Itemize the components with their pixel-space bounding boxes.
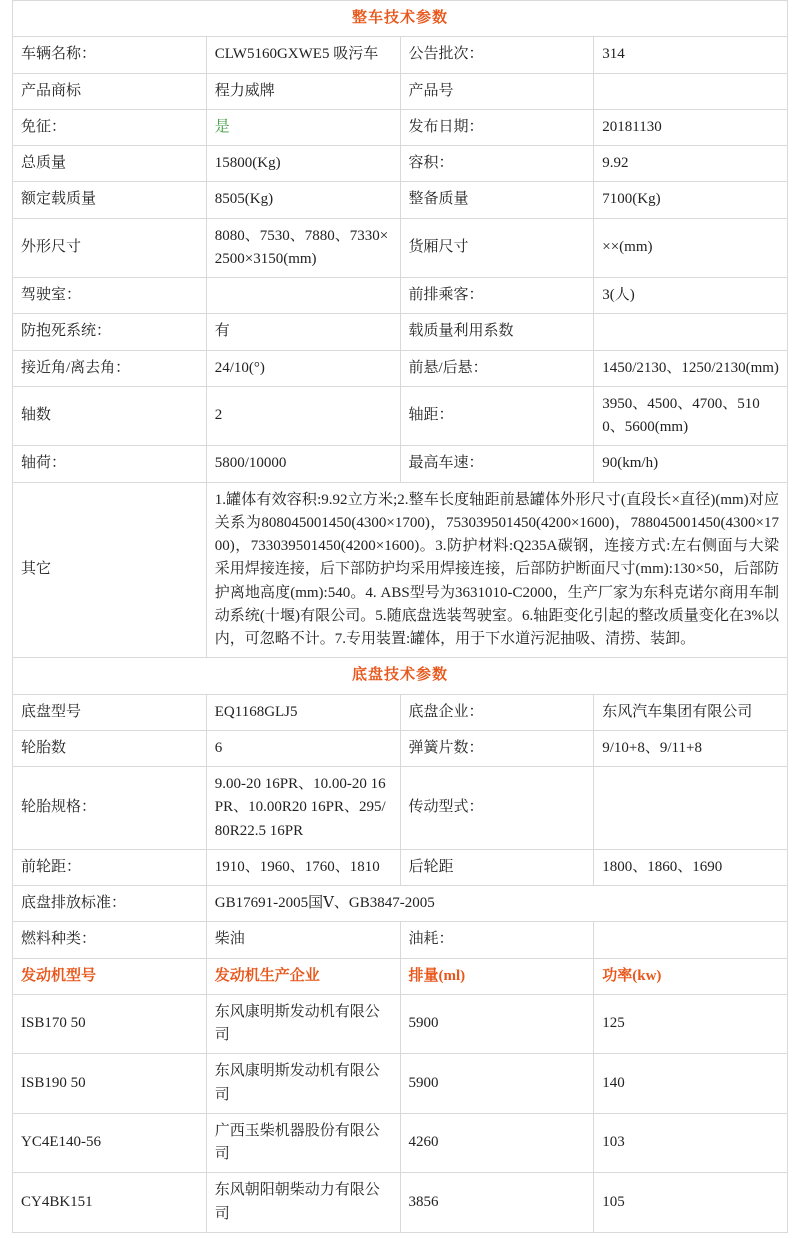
row-label-axle-count: 轴数: [13, 386, 207, 446]
row-label-dimensions: 外形尺寸: [13, 218, 207, 278]
row-label-release-date: 发布日期：: [400, 109, 594, 145]
row-value-rear-track: 1800、1860、1690: [594, 849, 788, 885]
row-value-chassis-company: 东风汽车集团有限公司: [594, 694, 788, 730]
engine-power: 103: [594, 1113, 788, 1173]
row-value-axle-count: 2: [206, 386, 400, 446]
engine-header-row: [13, 958, 788, 994]
table-row: [13, 73, 788, 109]
engine-header-power: 功率(kw): [594, 958, 788, 994]
row-label-gross-mass: 总质量: [13, 146, 207, 182]
row-value-curb-mass: 7100(Kg): [594, 182, 788, 218]
row-label-rated-load: 额定载质量: [13, 182, 207, 218]
row-label-front-passengers: 前排乘客：: [400, 278, 594, 314]
row-value-axle-load: 5800/10000: [206, 446, 400, 482]
table-row: [13, 446, 788, 482]
engine-displacement: 3856: [400, 1173, 594, 1233]
row-value-vehicle-name: CLW5160GXWE5 吸污车: [206, 37, 400, 73]
row-value-cab: [206, 278, 400, 314]
chassis-section-title-row: [13, 658, 788, 694]
row-value-spring-leaves: 9/10+8、9/11+8: [594, 730, 788, 766]
table-row: [13, 182, 788, 218]
row-value-tax-exempt: 是: [206, 109, 400, 145]
engine-displacement: 4260: [400, 1113, 594, 1173]
row-value-tire-spec: 9.00-20 16PR、10.00-20 16PR、10.00R20 16PR、295/80R22.5 16PR: [206, 767, 400, 850]
row-value-product-no: [594, 73, 788, 109]
row-label-overhang: 前悬/后悬：: [400, 350, 594, 386]
row-value-brand: 程力威牌: [206, 73, 400, 109]
engine-model: CY4BK151: [13, 1173, 207, 1233]
table-row: [13, 386, 788, 446]
row-label-max-speed: 最高车速：: [400, 446, 594, 482]
engine-model: ISB170 50: [13, 994, 207, 1054]
row-label-volume: 容积：: [400, 146, 594, 182]
table-row: [13, 922, 788, 958]
row-label-drive-type: 传动型式：: [400, 767, 594, 850]
row-label-cab: 驾驶室：: [13, 278, 207, 314]
row-label-tax-exempt: 免征：: [13, 109, 207, 145]
row-label-wheelbase: 轴距：: [400, 386, 594, 446]
engine-header-maker: 发动机生产企业: [206, 958, 400, 994]
row-value-max-speed: 90(km/h): [594, 446, 788, 482]
vehicle-section-title-row: [13, 1, 788, 37]
row-value-gross-mass: 15800(Kg): [206, 146, 400, 182]
table-row: [13, 886, 788, 922]
row-value-abs: 有: [206, 314, 400, 350]
row-value-volume: 9.92: [594, 146, 788, 182]
row-label-tire-count: 轮胎数: [13, 730, 207, 766]
row-value-rated-load: 8505(Kg): [206, 182, 400, 218]
row-label-other: 其它: [13, 482, 207, 658]
row-label-tire-spec: 轮胎规格：: [13, 767, 207, 850]
vehicle-spec-table: [12, 0, 788, 1233]
engine-maker: 东风朝阳朝柴动力有限公司: [206, 1173, 400, 1233]
row-label-cargo-dimensions: 货厢尺寸: [400, 218, 594, 278]
row-label-approach-departure-angle: 接近角/离去角：: [13, 350, 207, 386]
row-label-emission-standard: 底盘排放标准：: [13, 886, 207, 922]
chassis-section-title: 底盘技术参数: [13, 658, 788, 694]
engine-power: 125: [594, 994, 788, 1054]
row-label-brand: 产品商标: [13, 73, 207, 109]
row-label-load-utilization: 载质量利用系数: [400, 314, 594, 350]
row-value-emission-standard: GB17691-2005国Ⅴ、GB3847-2005: [206, 886, 787, 922]
row-value-front-track: 1910、1960、1760、1810: [206, 849, 400, 885]
row-value-drive-type: [594, 767, 788, 850]
engine-maker: 东风康明斯发动机有限公司: [206, 994, 400, 1054]
vehicle-section-title: 整车技术参数: [13, 1, 788, 37]
row-value-chassis-model: EQ1168GLJ5: [206, 694, 400, 730]
table-row: [13, 314, 788, 350]
engine-displacement: 5900: [400, 994, 594, 1054]
row-label-vehicle-name: 车辆名称：: [13, 37, 207, 73]
engine-model: YC4E140-56: [13, 1113, 207, 1173]
table-row: [13, 146, 788, 182]
row-value-dimensions: 8080、7530、7880、7330×2500×3150(mm): [206, 218, 400, 278]
table-row: [13, 694, 788, 730]
table-row: [13, 109, 788, 145]
row-value-approach-departure-angle: 24/10(°): [206, 350, 400, 386]
table-row: [13, 1113, 788, 1173]
row-label-chassis-model: 底盘型号: [13, 694, 207, 730]
row-label-chassis-company: 底盘企业：: [400, 694, 594, 730]
engine-displacement: 5900: [400, 1054, 594, 1114]
table-row: [13, 994, 788, 1054]
row-value-wheelbase: 3950、4500、4700、5100、5600(mm): [594, 386, 788, 446]
engine-model: ISB190 50: [13, 1054, 207, 1114]
row-label-announcement-batch: 公告批次：: [400, 37, 594, 73]
row-value-fuel-type: 柴油: [206, 922, 400, 958]
engine-power: 105: [594, 1173, 788, 1233]
row-value-load-utilization: [594, 314, 788, 350]
table-row: [13, 767, 788, 850]
row-label-spring-leaves: 弹簧片数：: [400, 730, 594, 766]
table-row: [13, 1054, 788, 1114]
table-row: [13, 1173, 788, 1233]
table-row: [13, 278, 788, 314]
row-value-cargo-dimensions: ××(mm): [594, 218, 788, 278]
row-label-rear-track: 后轮距: [400, 849, 594, 885]
row-value-front-passengers: 3(人): [594, 278, 788, 314]
row-label-axle-load: 轴荷：: [13, 446, 207, 482]
table-row: [13, 730, 788, 766]
row-value-overhang: 1450/2130、1250/2130(mm): [594, 350, 788, 386]
table-row: [13, 218, 788, 278]
engine-maker: 东风康明斯发动机有限公司: [206, 1054, 400, 1114]
table-row: [13, 350, 788, 386]
row-label-front-track: 前轮距：: [13, 849, 207, 885]
table-row-other: [13, 482, 788, 658]
engine-header-displacement: 排量(ml): [400, 958, 594, 994]
engine-power: 140: [594, 1054, 788, 1114]
row-label-fuel-type: 燃料种类：: [13, 922, 207, 958]
row-value-other: 1.罐体有效容积:9.92立方米;2.整车长度轴距前悬罐体外形尺寸(直段长×直径)(mm)对应关系为808045001450(4300×1700)，753039501450(4200×1600)，788045001450(4300×1700)，733039501450(4200×1600)。3.防护材料:Q235A碳钢，连接方式:左右侧面与大梁采用焊接连接，后下部防护均采用焊接连接，后部防护断面尺寸(mm):130×50，后部防护离地高度(mm):540。4. ABS型号为3631010-C2000，生产厂家为东科克诺尔商用车制动系统(十堰)有限公司。5.随底盘选装驾驶室。6.轴距变化引起的整改质量变化在3%以内，可忽略不计。7.专用装置:罐体，用于下水道污泥抽吸、清捞、装卸。: [206, 482, 787, 658]
engine-maker: 广西玉柴机器股份有限公司: [206, 1113, 400, 1173]
row-label-fuel-consumption: 油耗：: [400, 922, 594, 958]
table-row: [13, 849, 788, 885]
row-label-curb-mass: 整备质量: [400, 182, 594, 218]
engine-header-model: 发动机型号: [13, 958, 207, 994]
row-value-release-date: 20181130: [594, 109, 788, 145]
row-label-abs: 防抱死系统：: [13, 314, 207, 350]
row-value-announcement-batch: 314: [594, 37, 788, 73]
row-value-tire-count: 6: [206, 730, 400, 766]
row-label-product-no: 产品号: [400, 73, 594, 109]
row-value-fuel-consumption: [594, 922, 788, 958]
table-row: [13, 37, 788, 73]
